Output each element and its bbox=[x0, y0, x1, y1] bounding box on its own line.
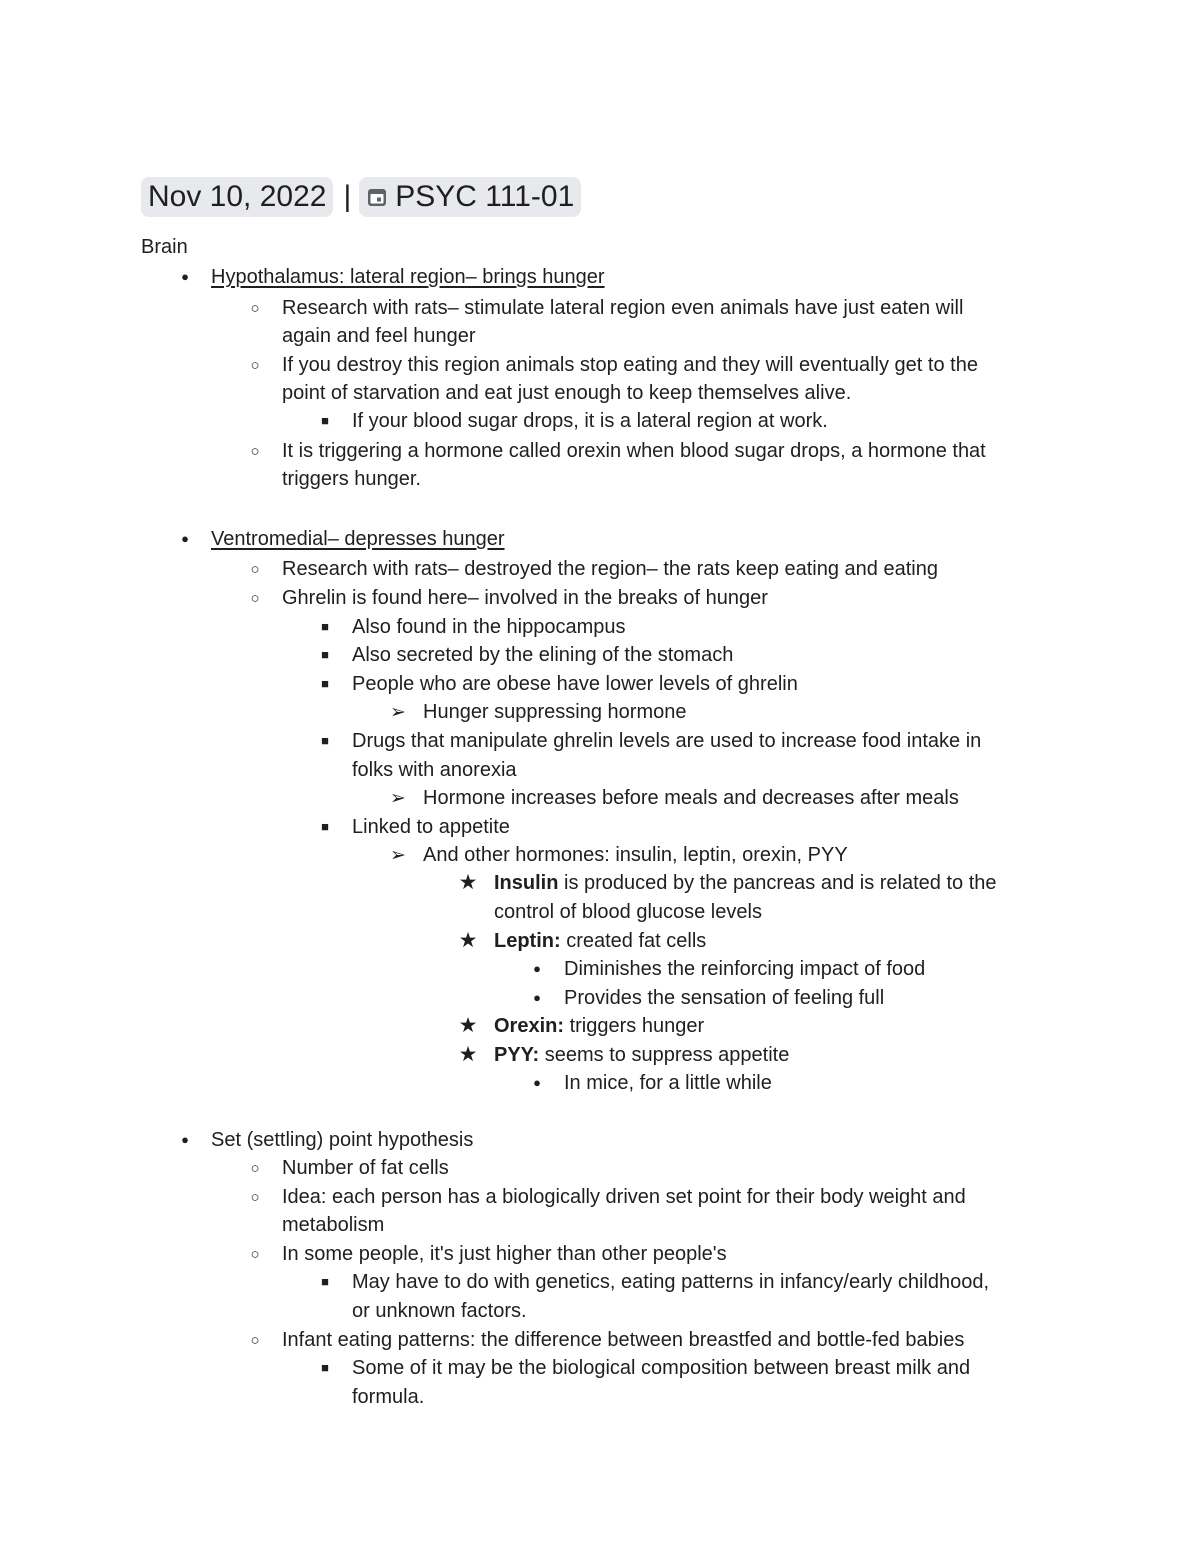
level6-bullet bbox=[527, 985, 547, 1013]
note-line: In mice, for a little while bbox=[564, 1072, 772, 1094]
note-line: triggers hunger. bbox=[282, 468, 421, 490]
level2-bullet bbox=[245, 295, 265, 323]
level5-bullet bbox=[458, 1042, 478, 1068]
note-header bbox=[141, 177, 581, 217]
date-chip[interactable] bbox=[141, 177, 333, 217]
level4-bullet bbox=[388, 699, 408, 726]
event-chip[interactable] bbox=[359, 177, 581, 217]
note-line bbox=[494, 928, 706, 954]
hypothalamus-heading: Hypothalamus: lateral region– brings hunger bbox=[211, 266, 605, 288]
note-line: Drugs that manipulate ghrelin levels are used to increase food intake in bbox=[352, 730, 982, 752]
note-line: Infant eating patterns: the difference between breastfed and bottle-fed babies bbox=[282, 1329, 965, 1351]
level1-bullet bbox=[175, 1127, 195, 1155]
leptin-term: Leptin: bbox=[494, 930, 561, 952]
level2-bullet bbox=[245, 1241, 265, 1269]
note-line: Hunger suppressing hormone bbox=[423, 701, 687, 723]
level2-bullet bbox=[245, 585, 265, 613]
note-line: Diminishes the reinforcing impact of food bbox=[564, 958, 926, 980]
level3-bullet bbox=[315, 814, 335, 842]
level5-bullet bbox=[458, 870, 478, 896]
note-line: again and feel hunger bbox=[282, 325, 476, 347]
note-line: Hormone increases before meals and decreases after meals bbox=[423, 787, 959, 809]
insulin-term: Insulin bbox=[494, 872, 559, 894]
note-line: Research with rats– stimulate lateral region even animals have just eaten will bbox=[282, 297, 964, 319]
level2-bullet bbox=[245, 556, 265, 584]
section-title: Brain bbox=[141, 236, 188, 258]
ventromedial-heading: Ventromedial– depresses hunger bbox=[211, 528, 505, 550]
orexin-term: Orexin: bbox=[494, 1015, 565, 1037]
note-line: Provides the sensation of feeling full bbox=[564, 987, 885, 1009]
pyy-term: PYY: bbox=[494, 1044, 540, 1066]
level2-bullet bbox=[245, 1327, 265, 1355]
note-line: May have to do with genetics, eating patterns in infancy/early childhood, bbox=[352, 1271, 990, 1293]
level2-bullet bbox=[245, 352, 265, 380]
level5-bullet bbox=[458, 928, 478, 954]
note-line: People who are obese have lower levels of ghrelin bbox=[352, 673, 798, 695]
note-line: Idea: each person has a biologically driven set point for their body weight and bbox=[282, 1186, 966, 1208]
note-line: control of blood glucose levels bbox=[494, 901, 762, 923]
level2-bullet bbox=[245, 1155, 265, 1183]
note-line bbox=[494, 1042, 789, 1068]
level5-bullet bbox=[458, 1013, 478, 1039]
level1-bullet bbox=[175, 264, 195, 292]
header-separator: | bbox=[343, 180, 352, 213]
note-line: Ghrelin is found here– involved in the breaks of hunger bbox=[282, 587, 768, 609]
note-line: Some of it may be the biological composition between breast milk and bbox=[352, 1357, 971, 1379]
note-line: point of starvation and eat just enough to keep themselves alive. bbox=[282, 382, 852, 404]
note-line: Number of fat cells bbox=[282, 1157, 449, 1179]
leptin-text: created fat cells bbox=[566, 930, 707, 952]
note-line: And other hormones: insulin, leptin, orexin, PYY bbox=[423, 844, 848, 866]
orexin-text: triggers hunger bbox=[569, 1015, 705, 1037]
note-line: If you destroy this region animals stop eating and they will eventually get to the bbox=[282, 354, 978, 376]
level4-bullet bbox=[388, 842, 408, 869]
level3-bullet bbox=[315, 1355, 335, 1383]
insulin-text: is produced by the pancreas and is related to the bbox=[564, 872, 997, 894]
note-line: metabolism bbox=[282, 1214, 385, 1236]
note-line: It is triggering a hormone called orexin when blood sugar drops, a hormone that bbox=[282, 440, 986, 462]
note-line: In some people, it's just higher than other people's bbox=[282, 1243, 727, 1265]
level1-bullet bbox=[175, 526, 195, 554]
note-line: Also secreted by the elining of the stomach bbox=[352, 644, 734, 666]
event-chip-label: PSYC 111-01 bbox=[395, 180, 575, 213]
note-line bbox=[494, 1013, 704, 1039]
level2-bullet bbox=[245, 1184, 265, 1212]
note-line: formula. bbox=[352, 1386, 425, 1408]
note-line: Also found in the hippocampus bbox=[352, 616, 626, 638]
note-line bbox=[494, 870, 997, 896]
note-line: If your blood sugar drops, it is a lateral region at work. bbox=[352, 410, 828, 432]
note-line: folks with anorexia bbox=[352, 759, 517, 781]
calendar-icon bbox=[366, 186, 388, 208]
setpoint-heading: Set (settling) point hypothesis bbox=[211, 1129, 474, 1151]
level4-bullet bbox=[388, 785, 408, 812]
note-line: Linked to appetite bbox=[352, 816, 510, 838]
level2-bullet bbox=[245, 438, 265, 466]
note-line: or unknown factors. bbox=[352, 1300, 527, 1322]
pyy-text: seems to suppress appetite bbox=[544, 1044, 790, 1066]
level6-bullet bbox=[527, 956, 547, 984]
level3-bullet bbox=[315, 1269, 335, 1297]
note-line: Research with rats– destroyed the region– the rats keep eating and eating bbox=[282, 558, 938, 580]
level3-bullet bbox=[315, 728, 335, 756]
level3-bullet bbox=[315, 642, 335, 670]
level6-bullet bbox=[527, 1070, 547, 1098]
date-chip-label: Nov 10, 2022 bbox=[148, 180, 327, 213]
level3-bullet bbox=[315, 671, 335, 699]
level3-bullet bbox=[315, 614, 335, 642]
level3-bullet bbox=[315, 408, 335, 436]
